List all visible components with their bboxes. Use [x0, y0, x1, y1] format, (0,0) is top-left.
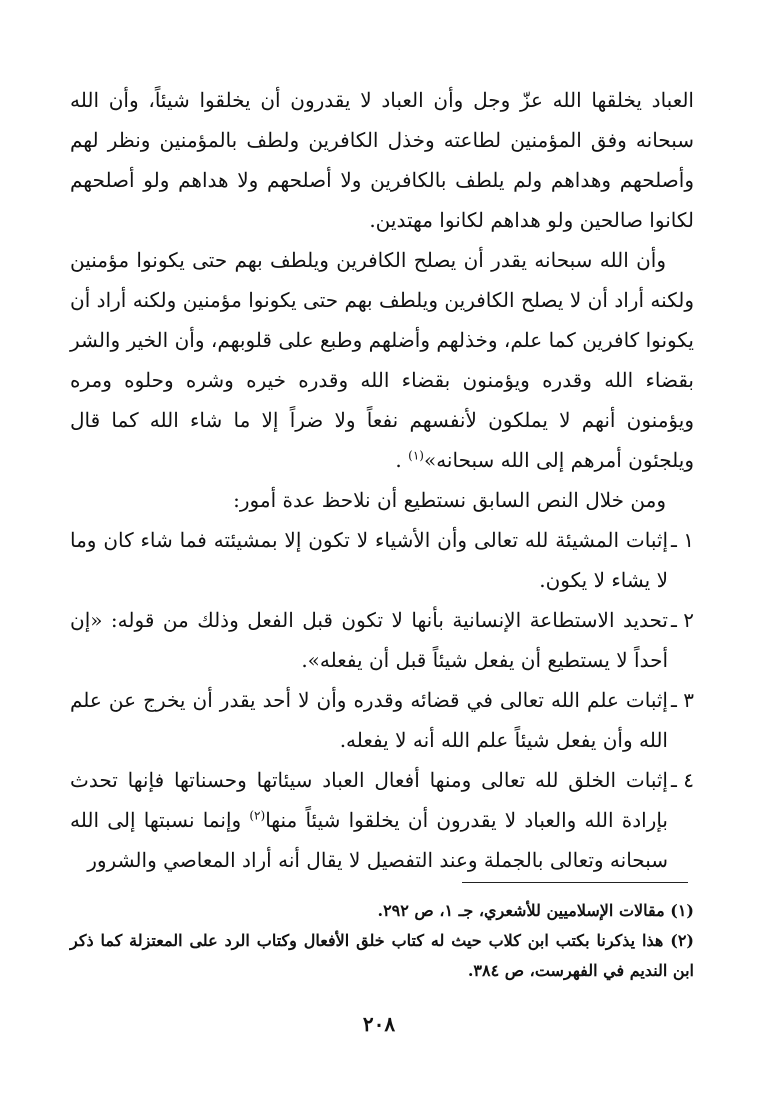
list-text-2: تحديد الاستطاعة الإنسانية بأنها لا تكون قبل الفعل وذلك من قوله: «إن أحداً لا يستطيع أن يفعل شيئاً قبل أن يفعله». [70, 608, 668, 672]
footnote-1-text: مقالات الإسلاميين للأشعري، جـ ١، ص ٢٩٢. [377, 901, 665, 920]
list-item-4 [70, 760, 694, 880]
list-number-2: ٢ ـ [671, 608, 694, 632]
list-text-1: إثبات المشيئة لله تعالى وأن الأشياء لا تكون إلا بمشيئته فما شاء كان وما لا يشاء لا يكون. [70, 528, 668, 592]
paragraph-3: ومن خلال النص السابق نستطيع أن نلاحظ عدة أمور: [233, 488, 666, 512]
list-item-3 [70, 680, 694, 760]
paragraph-2-text: وأن الله سبحانه يقدر أن يصلح الكافرين ويلطف بهم حتى يكونوا مؤمنين ولكنه أراد أن لا يصلح الكافرين ويلطف بهم حتى يكونوا مؤمنين ولكنه أراد أن يكونوا كافرين كما علم، وخذلهم وأضلهم وطبع على قلوبهم، وأن الخير والشر بقضاء الله وقدره ويؤمنون بقضاء الله وقدره خيره وشره وحلوه ومره ويؤمنون أنهم لا يملكون لأنفسهم نفعاً ولا ضراً إلا ما شاء الله كما قال ويلجئون أمرهم إلى الله سبحانه» [70, 248, 694, 472]
list-text-3: إثبات علم الله تعالى في قضائه وقدره وأن لا أحد يقدر أن يخرج عن علم الله وأن يفعل شيئاً علم الله أنه لا يفعله. [70, 688, 668, 752]
list-text-4-part-1: إثبات الخلق لله تعالى ومنها أفعال العباد سيئاتها وحسناتها فإنها تحدث بإرادة الله والعباد لا يقدرون أن يخلقوا شيئاً منها [70, 768, 668, 832]
footnote-2-text: هذا يذكرنا بكتب ابن كلاب حيث له كتاب خلق الأفعال وكتاب الرد على المعتزلة كما ذكر ابن النديم في الفهرست، ص ٣٨٤. [70, 931, 694, 980]
list-number-1: ١ ـ [671, 528, 694, 552]
paragraph-2 [70, 240, 694, 480]
list-item-1 [70, 520, 694, 600]
list-number-4: ٤ ـ [671, 768, 694, 792]
list-item-2 [70, 600, 694, 680]
footnote-1 [70, 896, 694, 926]
footnotes [70, 896, 694, 986]
footnote-2-marker: (٢) [670, 931, 694, 950]
footnote-ref-1[interactable]: (١) [408, 448, 424, 463]
paragraph-1: العباد يخلقها الله عزّ وجل وأن العباد لا يقدرون أن يخلقوا شيئاً، وأن الله سبحانه وفق المؤمنين لطاعته وخذل الكافرين ولطف بالمؤمنين ونظر لهم وأصلحهم وهداهم ولم يلطف بالكافرين ولا أصلحهم ولا هداهم ولو أصلحهم لكانوا صالحين ولو هداهم لكانوا مهتدين. [70, 88, 694, 232]
footnote-ref-2[interactable]: (٢) [249, 808, 266, 823]
page-number: ٢٠٨ [362, 1012, 396, 1036]
footnote-1-marker: (١) [670, 901, 694, 920]
main-text [70, 80, 694, 880]
footnote-divider [462, 882, 688, 883]
list-number-3: ٣ ـ [671, 688, 694, 712]
list-text-4-part-2: وإنما نسبتها إلى الله سبحانه وتعالى بالجملة وعند التفصيل لا يقال أنه أراد المعاصي والشرور [70, 808, 668, 872]
paragraph-2-end: . [395, 448, 402, 472]
footnote-2 [70, 926, 694, 986]
